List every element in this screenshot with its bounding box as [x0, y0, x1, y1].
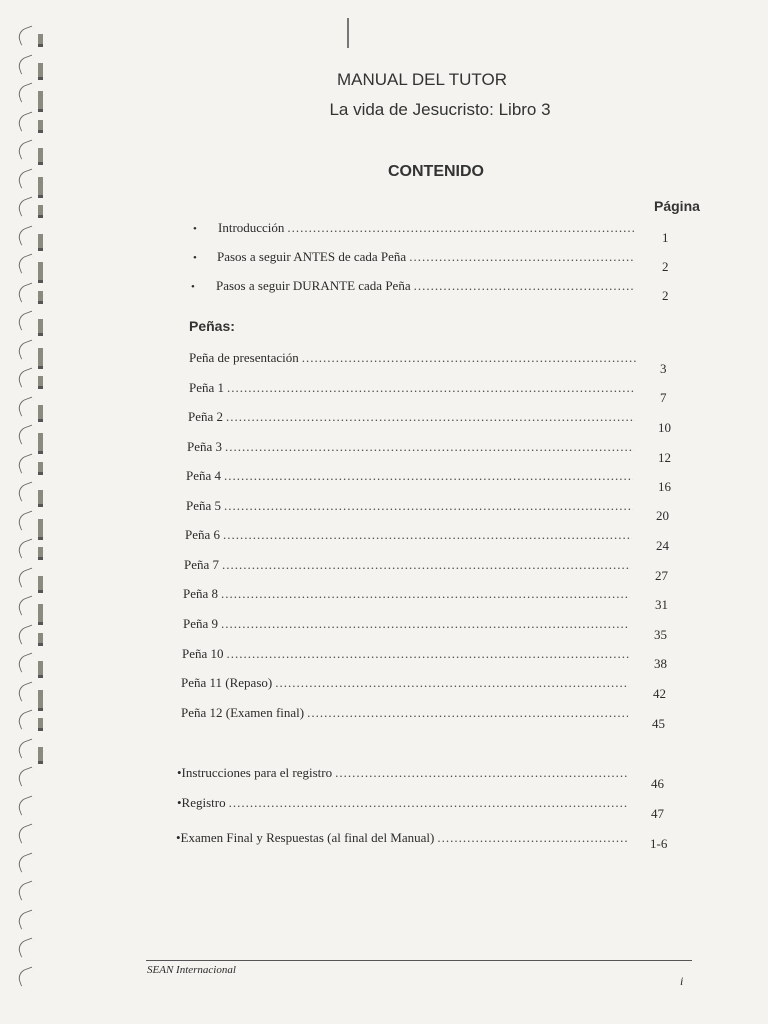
binding-tab: [38, 490, 43, 507]
binding-ring: [16, 254, 37, 274]
binding-ring: [16, 909, 37, 929]
toc-entry: [189, 350, 639, 366]
binding-ring: [16, 396, 37, 416]
binding-tab: [38, 291, 43, 304]
toc-entry-page: 16: [658, 479, 671, 494]
toc-entry-page: 35: [654, 627, 667, 642]
manual-subtitle: La vida de Jesucristo: Libro 3: [329, 100, 551, 119]
toc-entry-label: Peña 7: [184, 557, 220, 572]
binding-tab: [38, 234, 43, 251]
toc-entry-page: 1: [662, 230, 669, 245]
toc-entry: [216, 278, 638, 294]
toc-entry: [184, 557, 634, 573]
binding-tab: [38, 319, 43, 336]
penas-heading: Peñas:: [189, 318, 235, 334]
toc-entry-page: 24: [656, 538, 669, 553]
binding-ring: [16, 795, 37, 815]
leader-dots: [409, 249, 635, 265]
footer-publisher: SEAN Internacional: [147, 964, 236, 976]
leader-dots: [302, 350, 636, 366]
binding-tab: [38, 348, 43, 369]
binding-ring: [16, 710, 37, 730]
binding-ring: [16, 425, 37, 445]
manual-title: MANUAL DEL TUTOR: [336, 70, 508, 89]
binding-ring: [16, 197, 37, 217]
binding-ring: [16, 453, 37, 473]
leader-dots: [437, 830, 629, 846]
binding-ring: [16, 881, 37, 901]
toc-entry-page: 31: [655, 597, 668, 612]
toc-entry: [177, 795, 632, 811]
toc-entry-label: Peña 12 (Examen final): [181, 705, 305, 720]
toc-entry: [183, 616, 632, 632]
toc-entry-page: 38: [654, 656, 667, 671]
binding-ring: [16, 738, 37, 758]
toc-entry-page: 47: [651, 806, 664, 821]
toc-entry-page: 1-6: [650, 836, 668, 851]
leader-dots: [287, 220, 635, 236]
toc-entry: [217, 249, 638, 265]
toc-entry-label: •Instrucciones para el registro: [177, 765, 333, 780]
binding-tab: [38, 376, 43, 389]
page-column-label: Página: [654, 198, 700, 214]
toc-entry-page: 46: [651, 776, 664, 791]
binding-ring: [16, 653, 37, 673]
binding-tab: [38, 262, 43, 283]
contents-heading: CONTENIDO: [388, 163, 484, 180]
binding-ring: [16, 311, 37, 331]
binding-ring: [16, 168, 37, 188]
binding-tab: [38, 747, 43, 764]
footer-rule: [146, 960, 692, 961]
leader-dots: [335, 765, 629, 781]
toc-entry-label: Introducción: [218, 220, 285, 235]
bullet-icon: •: [193, 252, 197, 264]
toc-entry: [181, 705, 631, 721]
bullet-icon: •: [191, 281, 195, 293]
footer-page-number: i: [680, 974, 684, 988]
binding-ring: [16, 225, 37, 245]
binding-ring: [16, 368, 37, 388]
toc-entry-label: Peña 1: [189, 380, 225, 395]
toc-entry: [186, 498, 636, 514]
binding-tab: [38, 547, 43, 560]
binding-tab: [38, 405, 43, 422]
leader-dots: [224, 468, 633, 484]
leader-dots: [223, 527, 632, 543]
toc-entry-label: Peña 4: [186, 468, 222, 483]
binding-ring: [16, 681, 37, 701]
binding-ring: [16, 26, 37, 46]
leader-dots: [414, 278, 635, 294]
toc-entry-page: 20: [656, 508, 669, 523]
toc-entry-page: 10: [658, 420, 671, 435]
scan-mark: [347, 18, 349, 48]
toc-entry-label: Peña 10: [182, 646, 224, 661]
bullet-icon: •: [193, 223, 197, 235]
toc-entry-page: 2: [662, 259, 669, 274]
spiral-binding: [0, 0, 60, 1024]
toc-entry-label: Peña 2: [188, 409, 224, 424]
leader-dots: [307, 705, 628, 721]
toc-entry: [182, 646, 632, 662]
toc-entry: [177, 765, 632, 781]
toc-entry-label: Peña 8: [183, 586, 219, 601]
leader-dots: [221, 616, 629, 632]
binding-ring: [16, 83, 37, 103]
binding-tab: [38, 148, 43, 165]
toc-entry-label: Pasos a seguir DURANTE cada Peña: [216, 278, 411, 293]
toc-entry-label: Peña 9: [183, 616, 219, 631]
binding-ring: [16, 767, 37, 787]
toc-entry: [187, 439, 637, 455]
toc-entry: [218, 220, 638, 236]
toc-entry: [183, 586, 633, 602]
toc-entry-page: 3: [660, 361, 667, 376]
leader-dots: [222, 557, 631, 573]
binding-tab: [38, 34, 43, 47]
toc-entry: [185, 527, 635, 543]
binding-ring: [16, 111, 37, 131]
toc-entry-label: Peña 5: [186, 498, 222, 513]
toc-entry: [176, 830, 632, 846]
toc-entry-label: Peña 6: [185, 527, 221, 542]
toc-entry-label: Peña de presentación: [189, 350, 299, 365]
toc-entry: [181, 675, 632, 691]
binding-tab: [38, 177, 43, 198]
leader-dots: [227, 380, 635, 396]
binding-tab: [38, 433, 43, 454]
binding-ring: [16, 482, 37, 502]
binding-ring: [16, 624, 37, 644]
toc-entry-page: 7: [660, 390, 667, 405]
toc-entry: [186, 468, 636, 484]
binding-tab: [38, 576, 43, 593]
binding-ring: [16, 539, 37, 559]
binding-ring: [16, 938, 37, 958]
toc-entry-label: •Registro: [177, 795, 226, 810]
toc-entry-page: 2: [662, 288, 669, 303]
binding-tab: [38, 519, 43, 540]
binding-ring: [16, 852, 37, 872]
binding-tab: [38, 604, 43, 625]
binding-tab: [38, 633, 43, 646]
leader-dots: [227, 646, 629, 662]
leader-dots: [224, 498, 633, 514]
toc-entry-label: Peña 11 (Repaso): [181, 675, 273, 690]
binding-ring: [16, 282, 37, 302]
leader-dots: [225, 439, 634, 455]
leader-dots: [229, 795, 629, 811]
toc-entry-page: 12: [658, 450, 671, 465]
binding-ring: [16, 339, 37, 359]
toc-entry-label: Peña 3: [187, 439, 223, 454]
binding-ring: [16, 567, 37, 587]
binding-ring: [16, 510, 37, 530]
binding-ring: [16, 596, 37, 616]
toc-entry-page: 27: [655, 568, 668, 583]
leader-dots: [221, 586, 630, 602]
binding-ring: [16, 824, 37, 844]
binding-tab: [38, 690, 43, 711]
binding-tab: [38, 462, 43, 475]
toc-entry-label: Pasos a seguir ANTES de cada Peña: [217, 249, 407, 264]
leader-dots: [275, 675, 629, 691]
binding-tab: [38, 120, 43, 133]
toc-entry: [188, 409, 638, 425]
toc-entry-page: 45: [652, 716, 665, 731]
toc-entry-page: 42: [653, 686, 666, 701]
toc-entry-label: •Examen Final y Respuestas (al final del Manual): [176, 830, 435, 845]
binding-tab: [38, 205, 43, 218]
binding-tab: [38, 661, 43, 678]
leader-dots: [226, 409, 635, 425]
binding-tab: [38, 91, 43, 112]
toc-entry: [189, 380, 638, 396]
binding-ring: [16, 54, 37, 74]
binding-tab: [38, 718, 43, 731]
binding-ring: [16, 966, 37, 986]
binding-ring: [16, 140, 37, 160]
